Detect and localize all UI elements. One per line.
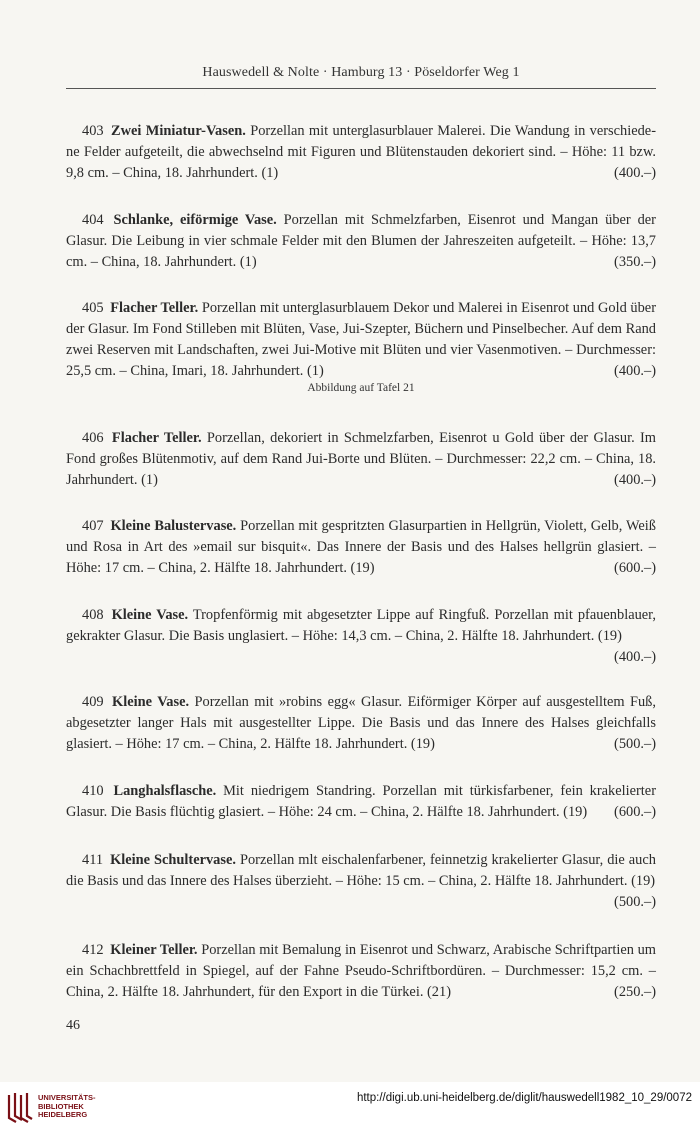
lot-price: (400.–) — [614, 472, 656, 488]
page-number: 46 — [66, 1018, 80, 1033]
catalog-entry-412 — [66, 940, 656, 1003]
lot-number: 411 — [82, 852, 104, 868]
library-name-line: UNIVERSITÄTS- — [38, 1093, 96, 1102]
lot-price: (350.–) — [614, 254, 656, 270]
lot-title: Flacher Teller. — [111, 430, 202, 446]
lot-price: (600.–) — [614, 804, 656, 820]
lot-description: Porzellan mit unterglasurblauer Malerei. Die Wandung in verschiedene Felder aufgeteilt, die abwechselnd mit Figuren und Blütenstauden dekoriert sind. – Höhe: 11 bzw. 9,8 cm. – China, 18. Jahrhundert. (1) — [66, 123, 656, 181]
lot-title: Kleine Schultervase. — [110, 852, 236, 868]
lot-price: (600.–) — [614, 560, 656, 576]
lot-title: Langhalsflasche. — [113, 783, 217, 799]
catalog-entry-407 — [66, 516, 656, 579]
lot-number: 412 — [82, 942, 104, 958]
catalog-entry-409 — [66, 692, 656, 755]
lot-description: Porzellan mit Schmelzfarben, Eisenrot und Mangan über der Glasur. Die Leibung in vier schmale Felder mit den Blumen der Jahreszeiten aufgeteilt. – Höhe: 13,7 cm. – China, 18. Jahrhundert. (1) — [66, 212, 656, 270]
library-name — [38, 1094, 96, 1120]
lot-description: Porzellan, dekoriert in Schmelzfarben, Eisenrot u Gold über der Glasur. Im Fond großes Blütenmotiv, auf dem Rand Jui-Borte und Blüten. – Durchmesser: 22,2 cm. – China, 18. Jahrhundert. (1) — [66, 430, 656, 488]
lot-number: 409 — [82, 694, 104, 710]
lot-description: Porzellan mit »robins egg« Glasur. Eiförmiger Körper auf ausgestelltem Fuß, abgesetzter langer Hals mit ausgestellter Lippe. Die Basis und das Innere des Halses gleichfalls glasiert. – Höhe: 17 cm. – China, 2. Hälfte 18. Jahrhundert. (19) — [66, 694, 656, 752]
lot-title: Kleine Vase. — [112, 694, 190, 710]
catalog-entry-411 — [66, 850, 656, 913]
lot-number: 410 — [82, 783, 104, 799]
university-library-logo-icon — [6, 1091, 34, 1123]
lot-title: Kleiner Teller. — [110, 942, 198, 958]
figure-reference: Abbildung auf Tafel 21 — [307, 382, 415, 394]
lot-description: Porzellan mit unterglasurblauem Dekor und Malerei in Eisenrot und Gold über der Glasur. Im Fond Stilleben mit Blüten, Vase, Jui-Szepter, Büchern und Pinselbecher. Auf dem Rand zwei Reserven mit Landschaften, zwei Jui-Motive mit Blüten und vier Vasenmotiven. – Durchmesser: 25,5 cm. – China, Imari, 18. Jahrhundert. (1) — [66, 300, 656, 379]
lot-price: (500.–) — [614, 736, 656, 752]
catalog-entry-408 — [66, 605, 656, 668]
lot-description: Porzellan mit Bemalung in Eisenrot und Schwarz, Arabische Schriftpartien um ein Schachbrettfeld in Spiegel, auf der Fahne Pseudo-Schriftbordüren. – Durchmesser: 15,2 cm. – China, 2. Hälfte 18. Jahrhundert, für den Export in die Türkei. (21) — [66, 942, 656, 1000]
lot-title: Kleine Balustervase. — [110, 518, 237, 534]
lot-title: Schlanke, eiförmige Vase. — [113, 212, 277, 228]
header-rule — [66, 88, 656, 89]
lot-price: (500.–) — [614, 894, 656, 910]
library-name-line: HEIDELBERG — [38, 1110, 88, 1119]
catalog-entry-405 — [66, 298, 656, 382]
catalog-entry-404 — [66, 210, 656, 273]
catalog-entry-403 — [66, 121, 656, 184]
lot-number: 403 — [82, 123, 104, 139]
running-header: Hauswedell & Nolte · Hamburg 13 · Pöseldorfer Weg 1 — [202, 65, 520, 80]
lot-number: 405 — [82, 300, 104, 316]
digitization-footer — [0, 1082, 700, 1133]
lot-number: 408 — [82, 607, 104, 623]
lot-description: Porzellan mit gespritzten Glasurpartien in Hellgrün, Violett, Gelb, Weiß und Rosa in Art des »email sur bisquit«. Das Innere der Basis und des Halses hellgrün glasiert. – Höhe: 17 cm. – China, 2. Hälfte 18. Jahrhundert. (19) — [66, 518, 656, 576]
lot-title: Zwei Miniatur-Vasen. — [110, 123, 246, 139]
lot-title: Kleine Vase. — [111, 607, 189, 623]
lot-price: (400.–) — [614, 363, 656, 379]
library-name-line: BIBLIOTHEK — [38, 1101, 84, 1111]
catalog-entry-410 — [66, 781, 656, 823]
lot-price: (400.–) — [614, 649, 656, 665]
lot-description: Porzellan mlt eischalenfarbener, feinnetzig krakelierter Glasur, die auch die Basis und das Innere des Halses überzieht. – Höhe: 15 cm. – China, 2. Hälfte 18. Jahrhundert. (19) — [66, 852, 656, 889]
lot-description: Mit niedrigem Standring. Porzellan mit türkisfarbener, fein krakelierter Glasur. Die Basis flüchtig glasiert. – Höhe: 24 cm. – China, 2. Hälfte 18. Jahrhundert. (19) — [66, 783, 656, 820]
lot-price: (400.–) — [614, 165, 656, 181]
lot-number: 407 — [82, 518, 104, 534]
lot-price: (250.–) — [614, 984, 656, 1000]
lot-title: Flacher Teller. — [110, 300, 199, 316]
source-url-link[interactable]: http://digi.ub.uni-heidelberg.de/diglit/hauswedell1982_10_29/0072 — [356, 1092, 692, 1104]
lot-description: Tropfenförmig mit abgesetzter Lippe auf Ringfuß. Porzellan mit pfauenblauer, gekrakter Glasur. Die Basis unglasiert. – Höhe: 14,3 cm. – China, 2. Hälfte 18. Jahrhundert. (19) — [66, 607, 656, 644]
catalog-entry-406 — [66, 428, 656, 491]
lot-number: 406 — [82, 430, 104, 446]
lot-number: 404 — [82, 212, 104, 228]
